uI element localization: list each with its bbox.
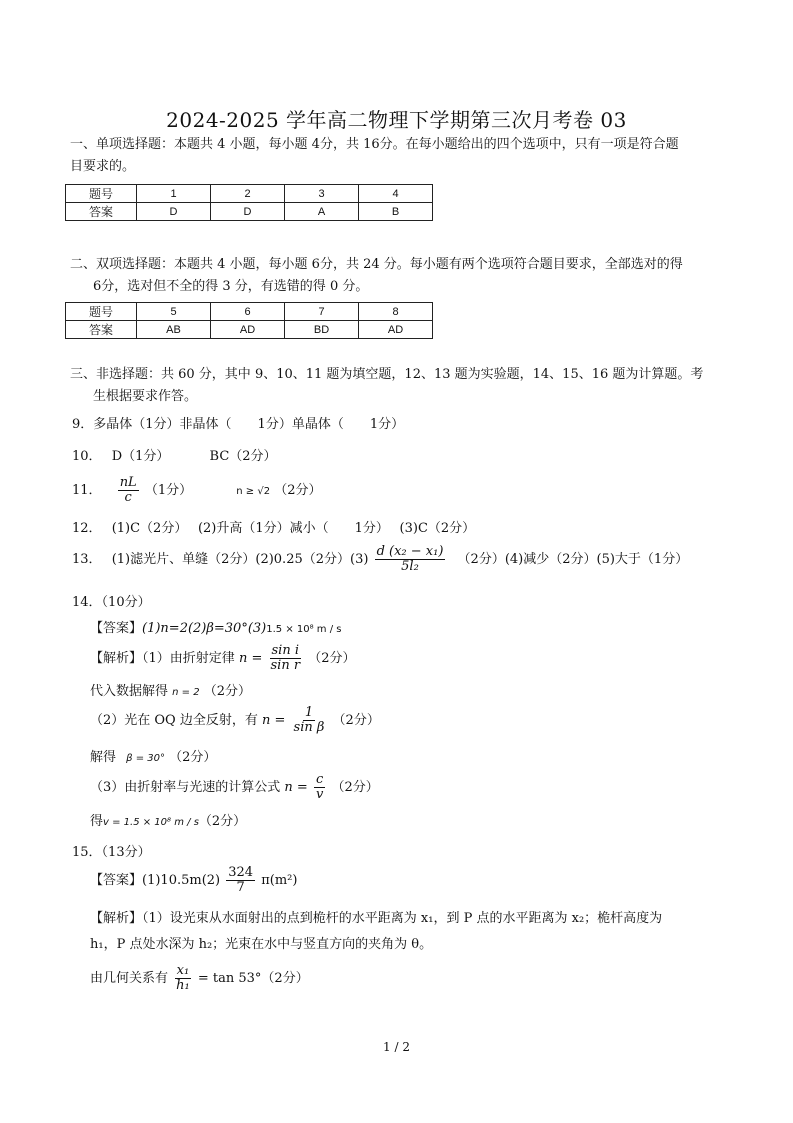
analysis-text: 由几何关系有	[90, 971, 169, 986]
table-row	[66, 185, 433, 203]
answer-cell: B	[359, 203, 433, 221]
section1-line1: 一、单项选择题：本题共 4 小题，每小题 4分，共 16分。在每小题给出的四个选项中，只有一项是符合题	[70, 137, 679, 152]
equation-lhs: n =	[262, 713, 286, 728]
analysis-text: 解得	[90, 750, 117, 765]
question-14-heading: 14．（10分）	[72, 595, 151, 610]
fraction-speed	[314, 773, 325, 802]
fraction-nl-over-c	[118, 476, 139, 505]
answer-cell: A	[285, 203, 359, 221]
answer-cell: AD	[359, 321, 433, 339]
question-10	[72, 446, 277, 468]
section2-line2: 6分，选对但不全的得 3 分，有选错的得 0 分。	[93, 279, 369, 294]
fraction-numerator: 1	[304, 705, 314, 720]
fraction-numerator: c	[316, 772, 324, 787]
answer-text: (1)C（2分） (2)升高（1分）减小（ 1分） (3)C（2分）	[111, 521, 476, 536]
number-cell: 1	[137, 185, 211, 203]
inequality: n ≥ √2	[236, 486, 271, 497]
answer-cell: AB	[137, 321, 211, 339]
section2-answer-table	[65, 302, 433, 339]
fraction-numerator: d (x₂ − x₁)	[376, 544, 444, 559]
question-15-answer	[90, 866, 297, 895]
equation: n = 2	[172, 687, 200, 698]
number-cell: 6	[211, 303, 285, 321]
equation-lhs: n =	[238, 651, 263, 666]
fraction-denominator: 5l₂	[401, 559, 419, 574]
fraction-denominator: sin β	[293, 720, 325, 735]
page-number: 1 / 2	[383, 1040, 410, 1054]
question-number: 13．	[72, 552, 102, 567]
question-14-analysis-6	[90, 811, 246, 834]
fraction-snell	[268, 644, 302, 673]
analysis-text: 得	[90, 814, 104, 829]
question-12	[72, 518, 475, 540]
number-cell: 5	[137, 303, 211, 321]
score: （2分）	[203, 684, 252, 699]
section3-line2: 生根据要求作答。	[93, 389, 198, 404]
fraction-numerator: x₁	[176, 963, 190, 978]
answer-cell: AD	[211, 321, 285, 339]
answer-cell: BD	[285, 321, 359, 339]
section2-line1: 二、双项选择题：本题共 4 小题，每小题 6分，共 24 分。每小题有两个选项符合题目要求，全部选对的得	[70, 257, 683, 272]
number-cell: 7	[285, 303, 359, 321]
equation-lhs: n =	[284, 780, 308, 795]
number-cell: 4	[359, 185, 433, 203]
table-row	[66, 203, 433, 221]
score: （1分）	[144, 483, 193, 498]
answer-velocity: 1.5 × 10⁸ m / s	[266, 624, 342, 635]
fraction-numerator: 324	[228, 865, 254, 880]
answer-b: BC（2分）	[209, 449, 277, 464]
header-cell: 题号	[66, 185, 137, 203]
fraction-denominator: v	[315, 787, 324, 802]
answer-text: (1)n=2(2)β=30°(3)	[142, 621, 267, 636]
score: （2分）	[331, 780, 379, 795]
number-cell: 8	[359, 303, 433, 321]
answer-label: 【答案】	[90, 621, 143, 636]
table-row	[66, 321, 433, 339]
header-cell: 题号	[66, 303, 137, 321]
number-cell: 3	[285, 185, 359, 203]
fraction-numerator: sin i	[271, 643, 300, 658]
analysis-label: 【解析】	[90, 651, 143, 666]
fraction-numerator: nL	[119, 475, 137, 490]
section1-line2: 目要求的。	[70, 159, 136, 174]
score: （2分）	[169, 750, 217, 765]
equation: β = 30°	[126, 753, 165, 764]
question-15-analysis-3	[90, 964, 309, 993]
answer-cell: D	[211, 203, 285, 221]
question-15-analysis-2: h₁，P 点处水深为 h₂；光束在水中与竖直方向的夹角为 θ。	[90, 937, 433, 952]
score: （2分）	[198, 814, 247, 829]
question-14-answer	[90, 618, 341, 641]
question-14-analysis-3	[90, 706, 380, 735]
question-14-analysis-5	[90, 773, 379, 802]
question-11	[72, 476, 322, 505]
fraction-area	[226, 866, 255, 895]
question-14-analysis-1	[90, 644, 355, 673]
analysis-label: 【解析】	[90, 911, 143, 926]
fraction-denominator: c	[124, 490, 132, 505]
section1-instructions	[70, 134, 679, 178]
equation: v = 1.5 × 10⁸ m / s	[103, 817, 199, 828]
fraction-denominator: sin r	[270, 658, 301, 673]
analysis-text: （3）由折射率与光速的计算公式	[90, 780, 281, 795]
analysis-text: （1）设光束从水面射出的点到桅杆的水平距离为 x₁，到 P 点的水平距离为 x₂；桅杆高度为	[142, 911, 663, 926]
answer-label: 【答案】	[90, 873, 143, 888]
answer-cell: D	[137, 203, 211, 221]
score: （2分）	[308, 651, 356, 666]
fraction-denominator: 7	[236, 880, 245, 895]
section2-instructions	[70, 254, 683, 298]
answer-text: (1)滤光片、单缝（2分）(2)0.25（2分）(3)	[111, 552, 369, 567]
section3-instructions	[70, 364, 703, 408]
fraction-wavelength	[375, 545, 446, 574]
fraction-geometry	[174, 964, 192, 993]
question-13	[72, 545, 688, 574]
answer-text: （2分）(4)减少（2分）(5)大于（1分）	[457, 552, 689, 567]
answer-label-cell: 答案	[66, 321, 137, 339]
question-9: 9．多晶体（1分）非晶体（ 1分）单晶体（ 1分）	[72, 417, 405, 432]
page-title: 2024-2025 学年高二物理下学期第三次月考卷 03	[166, 108, 627, 132]
question-15-analysis-1	[90, 908, 662, 930]
question-15-heading: 15．（13分）	[72, 845, 151, 860]
score: （2分）	[332, 713, 380, 728]
answer-label-cell: 答案	[66, 203, 137, 221]
section3-line1: 三、非选择题：共 60 分，其中 9、10、11 题为填空题，12、13 题为实验题，14、15、16 题为计算题。考	[70, 367, 704, 382]
question-14-analysis-2	[90, 681, 251, 704]
answer-text: (1)10.5m(2)	[142, 873, 221, 888]
fraction-denominator: h₁	[176, 978, 190, 993]
number-cell: 2	[211, 185, 285, 203]
section1-answer-table	[65, 184, 433, 221]
score: （2分）	[274, 483, 322, 498]
question-number: 10．	[72, 449, 102, 464]
fraction-critical-angle	[292, 706, 327, 735]
analysis-text: 代入数据解得	[90, 684, 169, 699]
question-number: 11．	[72, 483, 102, 498]
analysis-text: （2）光在 OQ 边全反射，有	[90, 713, 258, 728]
table-row	[66, 303, 433, 321]
analysis-text: （1）由折射定律	[142, 651, 235, 666]
question-number: 12．	[72, 521, 102, 536]
answer-unit: π(m²)	[261, 873, 298, 888]
equation-rhs: = tan 53°（2分）	[197, 971, 309, 986]
question-14-analysis-4	[90, 747, 216, 770]
answer-a: D（1分）	[111, 449, 170, 464]
